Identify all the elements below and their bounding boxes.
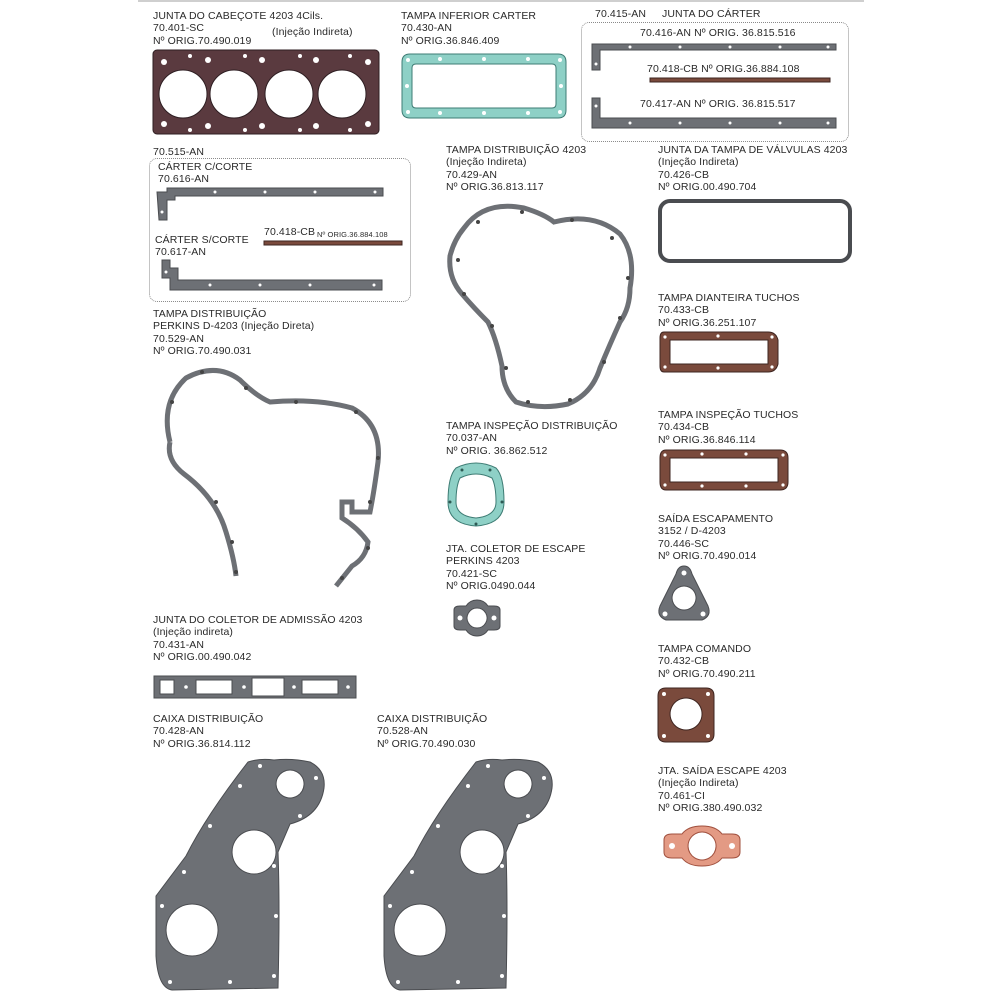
timing-cover-perkins-code: 70.529-AN xyxy=(153,332,205,345)
head-gasket-orig: Nº ORIG.70.490.019 xyxy=(153,34,252,47)
sump-gasket-part-c: 70.417-AN Nº ORIG. 36.815.517 xyxy=(640,98,796,110)
tappet-inspection-title: TAMPA INSPEÇÃO TUCHOS xyxy=(658,409,799,421)
lower-sump-cover-orig: Nº ORIG.36.846.409 xyxy=(401,34,500,47)
timing-inspection-orig: Nº ORIG. 36.862.512 xyxy=(446,444,548,457)
valve-cover-image xyxy=(656,197,854,265)
exhaust-outlet-image xyxy=(656,564,712,624)
timing-cover-perkins-title-2: PERKINS D-4203 (Injeção Direta) xyxy=(153,320,315,333)
lower-sump-cover-code: 70.430-AN xyxy=(401,22,453,35)
timing-case-2-orig: Nº ORIG.70.490.030 xyxy=(377,737,476,750)
exhaust-outlet-4203-orig: Nº ORIG.380.490.032 xyxy=(658,802,763,815)
sump-cut-cb-image xyxy=(264,240,402,246)
lower-sump-cover-image xyxy=(400,52,568,120)
exhaust-manifold-label xyxy=(446,543,586,593)
control-cover-orig: Nº ORIG.70.490.211 xyxy=(658,667,756,680)
exhaust-outlet-sub: 3152 / D-4203 xyxy=(658,525,726,538)
valve-cover-code: 70.426-CB xyxy=(658,168,710,181)
intake-manifold-title: JUNTA DO COLETOR DE ADMISSÃO 4203 xyxy=(153,614,363,626)
exhaust-outlet-4203-title: JTA. SAÍDA ESCAPE 4203 xyxy=(658,765,787,777)
timing-cover-perkins-label xyxy=(153,308,314,358)
sump-gasket-title: JUNTA DO CÁRTER xyxy=(662,8,761,20)
sump-gasket-c-image xyxy=(590,96,840,132)
sump-cut-1-image xyxy=(155,182,387,222)
valve-cover-orig: Nº ORIG.00.490.704 xyxy=(658,181,757,194)
tappet-inspection-label xyxy=(658,409,798,446)
exhaust-outlet-orig: Nº ORIG.70.490.014 xyxy=(658,550,757,563)
timing-case-1-image xyxy=(150,756,328,994)
timing-cover-4203-title: TAMPA DISTRIBUIÇÃO 4203 xyxy=(446,144,587,156)
tappet-front-cover-title: TAMPA DIANTEIRA TUCHOS xyxy=(658,292,800,304)
timing-inspection-title: TAMPA INSPEÇÃO DISTRIBUIÇÃO xyxy=(446,420,618,432)
tappet-inspection-image xyxy=(658,448,790,492)
timing-inspection-label xyxy=(446,420,618,457)
sump-cut-cb-code: 70.418-CB xyxy=(264,226,316,238)
control-cover-code: 70.432-CB xyxy=(658,655,710,668)
head-gasket-title: JUNTA DO CABEÇOTE 4203 4Cils. xyxy=(153,10,324,22)
timing-case-2-code: 70.528-AN xyxy=(377,725,429,738)
top-rule xyxy=(138,0,864,2)
sump-gasket-b-image xyxy=(650,77,830,83)
exhaust-outlet-code: 70.446-SC xyxy=(658,537,710,550)
intake-manifold-image xyxy=(152,670,358,704)
timing-case-1-orig: Nº ORIG.36.814.112 xyxy=(153,737,251,750)
timing-case-1-code: 70.428-AN xyxy=(153,725,205,738)
intake-manifold-orig: Nº ORIG.00.490.042 xyxy=(153,651,252,664)
intake-manifold-code: 70.431-AN xyxy=(153,638,205,651)
control-cover-label xyxy=(658,643,756,680)
timing-cover-4203-image xyxy=(444,198,638,412)
exhaust-manifold-code: 70.421-SC xyxy=(446,567,498,580)
tappet-inspection-code: 70.434-CB xyxy=(658,421,710,434)
lower-sump-cover-title: TAMPA INFERIOR CARTER xyxy=(401,10,537,22)
intake-manifold-label xyxy=(153,614,362,664)
exhaust-outlet-4203-note: (Injeção Indireta) xyxy=(658,777,739,790)
timing-cover-4203-label xyxy=(446,144,586,194)
tappet-front-cover-code: 70.433-CB xyxy=(658,304,710,317)
sump-cut-2-image xyxy=(160,258,386,298)
timing-case-2-image xyxy=(378,756,556,994)
sump-cut-code-top: 70.515-AN xyxy=(153,146,205,158)
sump-cut-cb-orig: Nº ORIG.36.884.108 xyxy=(317,230,388,239)
exhaust-outlet-4203-code: 70.461-CI xyxy=(658,789,706,802)
sump-gasket-code: 70.415-AN xyxy=(595,8,647,20)
sump-cut-title-2: CÁRTER S/CORTE xyxy=(155,234,249,246)
timing-cover-perkins-title: TAMPA DISTRIBUIÇÃO xyxy=(153,308,267,320)
valve-cover-note: (Injeção Indireta) xyxy=(658,156,739,169)
head-gasket-code: 70.401-SC xyxy=(153,22,205,35)
lower-sump-cover-label xyxy=(401,10,536,47)
sump-cut-code-2: 70.617-AN xyxy=(155,246,207,259)
exhaust-manifold-title: JTA. COLETOR DE ESCAPE xyxy=(446,543,586,555)
timing-cover-perkins-image xyxy=(156,362,388,590)
exhaust-outlet-4203-image xyxy=(660,824,744,868)
sump-cut-title-1: CÁRTER C/CORTE xyxy=(158,161,253,173)
exhaust-outlet-label xyxy=(658,513,773,563)
sump-cut-code-1: 70.616-AN xyxy=(158,173,210,186)
exhaust-manifold-image xyxy=(446,598,508,638)
tappet-front-cover-orig: Nº ORIG.36.251.107 xyxy=(658,316,757,329)
control-cover-image xyxy=(656,684,716,746)
timing-case-1-label xyxy=(153,713,263,750)
intake-manifold-note: (Injeção indireta) xyxy=(153,626,234,639)
timing-case-2-title: CAIXA DISTRIBUIÇÃO xyxy=(377,713,488,725)
sump-gasket-part-b: 70.418-CB Nº ORIG.36.884.108 xyxy=(647,63,800,75)
control-cover-title: TAMPA COMANDO xyxy=(658,643,752,655)
tappet-inspection-orig: Nº ORIG.36.846.114 xyxy=(658,433,756,446)
timing-cover-perkins-orig: Nº ORIG.70.490.031 xyxy=(153,345,252,358)
head-gasket-image xyxy=(150,46,382,138)
timing-cover-4203-orig: Nº ORIG.36.813.117 xyxy=(446,181,544,194)
exhaust-manifold-title-2: PERKINS 4203 xyxy=(446,555,520,568)
timing-case-1-title: CAIXA DISTRIBUIÇÃO xyxy=(153,713,264,725)
valve-cover-title: JUNTA DA TAMPA DE VÁLVULAS 4203 xyxy=(658,144,848,156)
head-gasket-note: (Injeção Indireta) xyxy=(272,26,353,38)
tappet-front-cover-image xyxy=(658,330,782,374)
sump-cut-group-2 xyxy=(155,234,249,259)
exhaust-outlet-title: SAÍDA ESCAPAMENTO xyxy=(658,513,774,525)
timing-inspection-code: 70.037-AN xyxy=(446,432,498,445)
sump-gasket-part-a: 70.416-AN Nº ORIG. 36.815.516 xyxy=(640,27,796,39)
timing-inspection-image xyxy=(446,462,506,528)
exhaust-manifold-orig: Nº ORIG.0490.044 xyxy=(446,580,536,593)
tappet-front-cover-label xyxy=(658,292,800,329)
timing-cover-4203-note: (Injeção Indireta) xyxy=(446,156,527,169)
timing-case-2-label xyxy=(377,713,487,750)
valve-cover-label xyxy=(658,144,847,194)
timing-cover-4203-code: 70.429-AN xyxy=(446,168,498,181)
exhaust-outlet-4203-label xyxy=(658,765,787,815)
